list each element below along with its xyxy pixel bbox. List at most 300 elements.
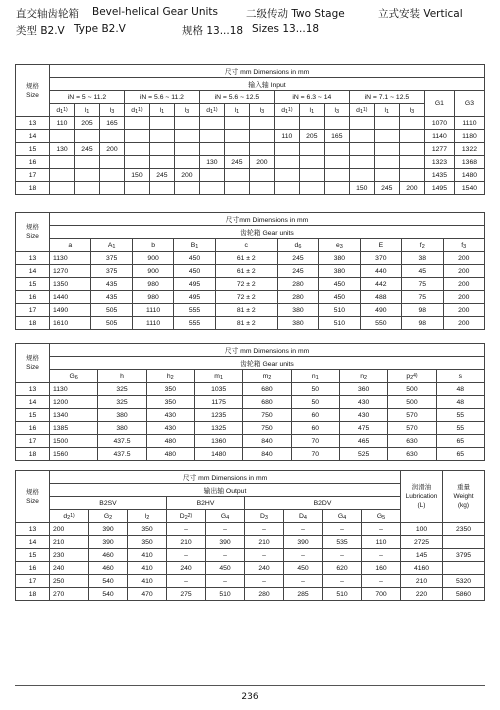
data-cell: – (362, 549, 401, 562)
data-cell: 245 (374, 182, 399, 195)
size-header: 规格 Size (16, 344, 50, 383)
table-row (16, 562, 485, 575)
data-cell (124, 130, 149, 143)
data-cell: 210 (245, 536, 284, 549)
data-cell: 165 (99, 117, 124, 130)
data-cell (324, 182, 349, 195)
data-cell (99, 169, 124, 182)
data-cell: – (245, 549, 284, 562)
data-cell: 200 (174, 169, 199, 182)
col-g5: G5 (362, 510, 401, 523)
data-cell: 1277 (424, 143, 454, 156)
data-cell: – (323, 549, 362, 562)
data-cell: 1323 (424, 156, 454, 169)
data-cell: 500 (388, 396, 436, 409)
data-cell: 75 (402, 291, 443, 304)
data-cell: 380 (319, 265, 360, 278)
footer-divider (15, 685, 485, 686)
data-cell: 81 ± 2 (215, 317, 277, 330)
data-cell: 430 (146, 422, 194, 435)
data-cell: 380 (277, 304, 318, 317)
data-cell: 680 (243, 396, 291, 409)
type-en: Type B2.V (74, 23, 126, 35)
data-cell (74, 156, 99, 169)
data-cell (124, 182, 149, 195)
data-cell: 505 (91, 317, 132, 330)
data-cell (324, 169, 349, 182)
col-d1: d1$^{1)}$ (50, 104, 75, 117)
col-d1: d1$^{1)}$ (124, 104, 149, 117)
page-number: 236 (241, 692, 259, 702)
data-cell (274, 182, 299, 195)
data-cell: 620 (323, 562, 362, 575)
data-cell: 100 (401, 523, 443, 536)
data-cell: 1560 (50, 448, 98, 461)
data-cell: 390 (89, 523, 128, 536)
data-cell (224, 182, 249, 195)
data-cell: 3795 (443, 549, 485, 562)
col-m2: m2 (243, 370, 291, 383)
data-cell: 435 (91, 278, 132, 291)
data-cell: 410 (128, 562, 167, 575)
data-cell (274, 117, 299, 130)
col-d2: D2$^{2)}$ (167, 510, 206, 523)
size-cell: 18 (16, 588, 50, 601)
data-cell: 1110 (132, 317, 173, 330)
col-l1: l1 (299, 104, 324, 117)
size-cell: 13 (16, 252, 50, 265)
data-cell: 495 (174, 278, 215, 291)
data-cell: 1500 (50, 435, 98, 448)
data-cell: 150 (349, 182, 374, 195)
data-cell (249, 143, 274, 156)
data-cell (299, 117, 324, 130)
data-cell: 630 (388, 435, 436, 448)
data-cell: 1140 (424, 130, 454, 143)
data-cell: 245 (277, 252, 318, 265)
data-cell: 245 (224, 156, 249, 169)
col-s: s (436, 370, 484, 383)
data-cell: 465 (339, 435, 387, 448)
data-cell (99, 156, 124, 169)
data-cell: 435 (91, 291, 132, 304)
col-m1: m1 (194, 370, 242, 383)
data-cell: 437.5 (98, 448, 146, 461)
data-cell (174, 117, 199, 130)
data-cell: 70 (291, 448, 339, 461)
size-header: 规格 Size (16, 471, 50, 523)
data-cell (349, 156, 374, 169)
data-cell: 245 (74, 143, 99, 156)
data-cell: 540 (89, 588, 128, 601)
col-g6: G6 (50, 370, 98, 383)
data-cell (399, 117, 424, 130)
data-cell: 210 (50, 536, 89, 549)
data-cell: 50 (291, 383, 339, 396)
data-cell (224, 143, 249, 156)
table-row (16, 252, 485, 265)
data-cell: 390 (89, 536, 128, 549)
data-cell: 110 (50, 117, 75, 130)
col-e3: e3 (319, 239, 360, 252)
data-cell: 980 (132, 278, 173, 291)
data-cell: 240 (167, 562, 206, 575)
data-cell: 48 (436, 383, 484, 396)
gear-units-header: 齿轮箱 Gear units (50, 226, 485, 239)
data-cell: 61 ± 2 (215, 252, 277, 265)
data-cell: 220 (401, 588, 443, 601)
col-a: a (50, 239, 91, 252)
data-cell: 470 (128, 588, 167, 601)
data-cell: 380 (98, 422, 146, 435)
data-cell (399, 143, 424, 156)
data-cell: 510 (319, 304, 360, 317)
col-l1: l1 (374, 104, 399, 117)
data-cell: 360 (339, 383, 387, 396)
data-cell: 200 (443, 252, 485, 265)
data-cell: 750 (243, 409, 291, 422)
table-row (16, 130, 485, 143)
data-cell: 450 (174, 252, 215, 265)
data-cell: 570 (388, 422, 436, 435)
data-cell: 205 (74, 117, 99, 130)
lubrication-header: 润滑油 Lubrication (L) (401, 471, 443, 523)
data-cell: – (167, 523, 206, 536)
col-l1: l1 (224, 104, 249, 117)
data-cell (324, 143, 349, 156)
size-cell: 17 (16, 304, 50, 317)
data-cell (274, 156, 299, 169)
data-cell: 1440 (50, 291, 91, 304)
data-cell: – (167, 549, 206, 562)
data-cell: 480 (146, 448, 194, 461)
data-cell (249, 182, 274, 195)
data-cell: 535 (323, 536, 362, 549)
col-d1: d1$^{1)}$ (199, 104, 224, 117)
data-cell: 540 (89, 575, 128, 588)
data-cell: 200 (443, 291, 485, 304)
data-cell: 48 (436, 396, 484, 409)
col-h2: h2 (146, 370, 194, 383)
size-cell: 17 (16, 169, 50, 182)
data-cell (174, 143, 199, 156)
data-cell (124, 156, 149, 169)
table-row (16, 422, 485, 435)
data-cell: 390 (206, 536, 245, 549)
title-cn: 直交轴齿轮箱 (16, 8, 79, 20)
data-cell: 410 (128, 575, 167, 588)
data-cell (124, 117, 149, 130)
group-b2sv: B2SV (50, 497, 167, 510)
ratio-range: iN = 5.6 ~ 11.2 (124, 91, 199, 104)
data-cell (374, 156, 399, 169)
data-cell (124, 143, 149, 156)
size-header: 规格 Size (16, 65, 50, 117)
col-g4: G4 (323, 510, 362, 523)
data-cell: 1180 (454, 130, 484, 143)
table-row (16, 182, 485, 195)
data-cell: 1540 (454, 182, 484, 195)
data-cell: 488 (360, 291, 401, 304)
data-cell (149, 117, 174, 130)
data-cell: 460 (89, 562, 128, 575)
data-cell (174, 182, 199, 195)
col-d3: D3 (245, 510, 284, 523)
data-cell: 450 (174, 265, 215, 278)
data-cell: 680 (243, 383, 291, 396)
data-cell: 510 (206, 588, 245, 601)
data-cell: 200 (443, 304, 485, 317)
data-cell: 98 (402, 304, 443, 317)
data-cell: 900 (132, 252, 173, 265)
table-row (16, 588, 485, 601)
data-cell: 280 (245, 588, 284, 601)
data-cell: 210 (401, 575, 443, 588)
data-cell (299, 156, 324, 169)
data-cell: 240 (50, 562, 89, 575)
data-cell: 200 (443, 317, 485, 330)
data-cell: 1435 (424, 169, 454, 182)
data-cell: 840 (243, 435, 291, 448)
group-b2dv: B2DV (245, 497, 401, 510)
dimensions-header: 尺寸 mm Dimensions in mm (50, 344, 485, 357)
data-cell: 60 (291, 409, 339, 422)
data-cell: 380 (277, 317, 318, 330)
data-cell (149, 156, 174, 169)
data-cell (374, 117, 399, 130)
data-cell: 1235 (194, 409, 242, 422)
col-n1: n1 (291, 370, 339, 383)
data-cell: 245 (149, 169, 174, 182)
data-cell: 72 ± 2 (215, 291, 277, 304)
data-cell: 375 (91, 265, 132, 278)
weight-header: 重量 Weight (kg) (443, 471, 485, 523)
size-cell: 15 (16, 409, 50, 422)
input-header: 输入轴 Input (50, 78, 485, 91)
data-cell: 350 (128, 536, 167, 549)
data-cell: 450 (319, 278, 360, 291)
data-cell (149, 143, 174, 156)
data-cell: 50 (291, 396, 339, 409)
size-cell: 14 (16, 130, 50, 143)
data-cell (199, 143, 224, 156)
data-cell: 200 (50, 523, 89, 536)
data-cell: 60 (291, 422, 339, 435)
data-cell: 55 (436, 409, 484, 422)
table-row (16, 536, 485, 549)
data-cell: 1480 (454, 169, 484, 182)
data-cell: 475 (339, 422, 387, 435)
table-row (16, 383, 485, 396)
data-cell: 70 (291, 435, 339, 448)
data-cell: 1340 (50, 409, 98, 422)
col-d4: D4 (284, 510, 323, 523)
data-cell (224, 130, 249, 143)
size-cell: 15 (16, 278, 50, 291)
data-cell (199, 117, 224, 130)
col-f3: f3 (443, 239, 485, 252)
data-cell: – (245, 575, 284, 588)
data-cell (443, 562, 485, 575)
data-cell: 280 (277, 291, 318, 304)
col-b1: B1 (174, 239, 215, 252)
data-cell: 440 (360, 265, 401, 278)
data-cell: 495 (174, 291, 215, 304)
data-cell: 165 (324, 130, 349, 143)
data-cell: 1480 (194, 448, 242, 461)
data-cell: 4160 (401, 562, 443, 575)
data-cell: 460 (89, 549, 128, 562)
data-cell: 280 (277, 278, 318, 291)
data-cell (50, 156, 75, 169)
data-cell: 98 (402, 317, 443, 330)
table-row (16, 396, 485, 409)
data-cell: 430 (339, 409, 387, 422)
data-cell (249, 117, 274, 130)
data-cell: 130 (50, 143, 75, 156)
data-cell (199, 169, 224, 182)
data-cell: 450 (284, 562, 323, 575)
col-b: b (132, 239, 173, 252)
ratio-range: iN = 7.1 ~ 12.5 (349, 91, 424, 104)
data-cell (74, 130, 99, 143)
data-cell: 350 (128, 523, 167, 536)
data-cell: 2725 (401, 536, 443, 549)
data-cell (149, 130, 174, 143)
size-cell: 16 (16, 422, 50, 435)
table-row (16, 278, 485, 291)
data-cell: 1610 (50, 317, 91, 330)
col-p2: p2$^{4)}$ (388, 370, 436, 383)
data-cell: 900 (132, 265, 173, 278)
table-row (16, 117, 485, 130)
col-d1: d1$^{1)}$ (274, 104, 299, 117)
table-row (16, 317, 485, 330)
col-a1: A1 (91, 239, 132, 252)
data-cell: 65 (436, 448, 484, 461)
header-line-2 (16, 23, 486, 37)
size-cell: 13 (16, 383, 50, 396)
gear-units-table-2 (15, 343, 485, 461)
col-h: h (98, 370, 146, 383)
data-cell: – (245, 523, 284, 536)
data-cell (374, 130, 399, 143)
size-cell: 13 (16, 117, 50, 130)
mounting: 立式安装 Vertical (378, 8, 463, 20)
col-g2: G2 (89, 510, 128, 523)
data-cell: 1360 (194, 435, 242, 448)
data-cell: 430 (339, 396, 387, 409)
data-cell (174, 130, 199, 143)
data-cell: 550 (360, 317, 401, 330)
data-cell (443, 536, 485, 549)
data-cell: 1070 (424, 117, 454, 130)
data-cell: 245 (277, 265, 318, 278)
data-cell (349, 130, 374, 143)
data-cell (249, 169, 274, 182)
data-cell: 350 (146, 396, 194, 409)
data-cell: – (206, 575, 245, 588)
data-cell: 1110 (132, 304, 173, 317)
data-cell: 160 (362, 562, 401, 575)
gear-units-table-1 (15, 212, 485, 330)
data-cell (399, 156, 424, 169)
col-f2: f2 (402, 239, 443, 252)
data-cell (349, 143, 374, 156)
col-l1: l1 (149, 104, 174, 117)
data-cell: 480 (146, 435, 194, 448)
data-cell: 285 (284, 588, 323, 601)
dimensions-header: 尺寸 mm Dimensions in mm (50, 471, 401, 484)
stage: 二级传动 Two Stage (246, 8, 345, 20)
table-row (16, 156, 485, 169)
data-cell: 2350 (443, 523, 485, 536)
data-cell: 150 (124, 169, 149, 182)
data-cell: 325 (98, 396, 146, 409)
data-cell: 205 (299, 130, 324, 143)
data-cell: 65 (436, 435, 484, 448)
col-d1: d1$^{1)}$ (349, 104, 374, 117)
data-cell (374, 143, 399, 156)
data-cell: 555 (174, 317, 215, 330)
data-cell: 410 (128, 549, 167, 562)
data-cell: 75 (402, 278, 443, 291)
sizes-cn: 规格 13...18 (182, 25, 244, 37)
data-cell: 1175 (194, 396, 242, 409)
data-cell: 1200 (50, 396, 98, 409)
data-cell: 325 (98, 383, 146, 396)
data-cell (224, 169, 249, 182)
data-cell: 510 (319, 317, 360, 330)
data-cell: 200 (443, 278, 485, 291)
data-cell (349, 169, 374, 182)
data-cell (349, 117, 374, 130)
data-cell (149, 182, 174, 195)
data-cell: 240 (245, 562, 284, 575)
size-cell: 16 (16, 291, 50, 304)
data-cell (274, 169, 299, 182)
data-cell (399, 130, 424, 143)
data-cell (50, 130, 75, 143)
col-e: E (360, 239, 401, 252)
col-l3: l3 (324, 104, 349, 117)
data-cell: – (284, 523, 323, 536)
data-cell: 230 (50, 549, 89, 562)
dimensions-header: 尺寸 mm Dimensions in mm (50, 65, 485, 78)
data-cell: 375 (91, 252, 132, 265)
output-header: 输出轴 Output (50, 484, 401, 497)
data-cell: 1130 (50, 383, 98, 396)
data-cell (374, 169, 399, 182)
data-cell: 380 (319, 252, 360, 265)
data-cell: 38 (402, 252, 443, 265)
data-cell (74, 169, 99, 182)
size-cell: 13 (16, 523, 50, 536)
data-cell: 350 (146, 383, 194, 396)
data-cell (299, 143, 324, 156)
data-cell: 370 (360, 252, 401, 265)
data-cell: – (323, 523, 362, 536)
data-cell: 1325 (194, 422, 242, 435)
data-cell (299, 182, 324, 195)
data-cell: 510 (323, 588, 362, 601)
size-cell: 15 (16, 549, 50, 562)
data-cell: 61 ± 2 (215, 265, 277, 278)
data-cell (324, 156, 349, 169)
col-n2: n2 (339, 370, 387, 383)
data-cell: 1495 (424, 182, 454, 195)
data-cell: 5320 (443, 575, 485, 588)
